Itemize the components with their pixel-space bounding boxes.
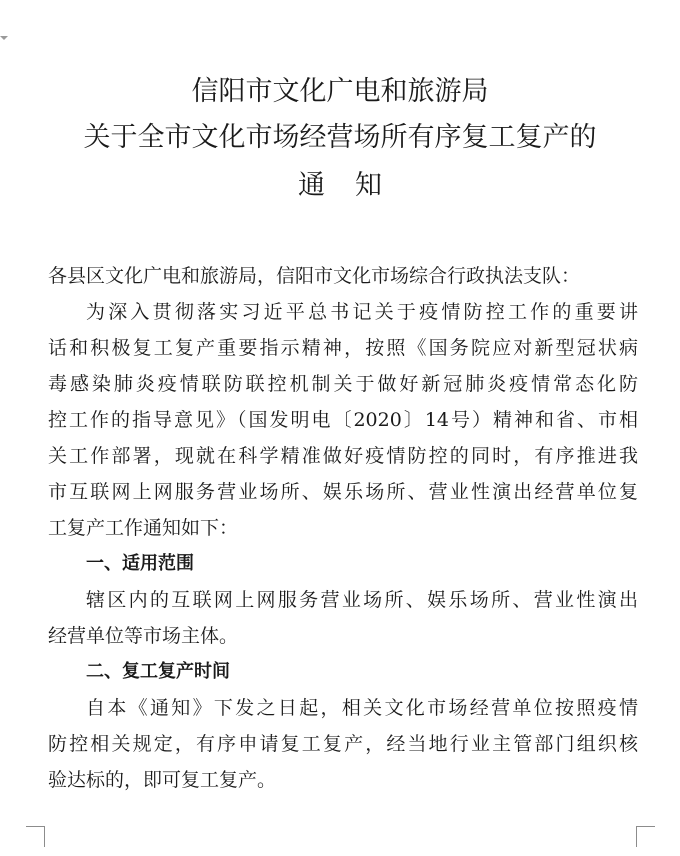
section-2-line: 防控相关规定，有序申请复工复产，经当地行业主管部门组织核 xyxy=(48,733,638,755)
section-2-heading: 二、复工复产时间 xyxy=(86,661,230,682)
intro-line: 控工作的指导意见》（国发明电〔2020〕14号）精神和省、市相 xyxy=(48,409,638,431)
section-1-line: 辖区内的互联网上网服务营业场所、娱乐场所、营业性演出 xyxy=(86,589,638,611)
section-1-heading: 一、适用范围 xyxy=(86,553,194,574)
crop-mark-bottom-left-icon xyxy=(26,826,45,847)
salutation: 各县区文化广电和旅游局，信阳市文化市场综合行政执法支队： xyxy=(48,265,581,287)
intro-line: 市互联网上网服务营业场所、娱乐场所、营业性演出经营单位复 xyxy=(48,481,638,503)
document-body xyxy=(48,258,638,798)
section-2-line: 验达标的，即可复工复产。 xyxy=(48,769,277,791)
intro-line: 话和积极复工复产重要指示精神，按照《国务院应对新型冠状病 xyxy=(48,337,638,359)
section-1-line: 经营单位等市场主体。 xyxy=(48,625,239,647)
section-2-line: 自本《通知》下发之日起，相关文化市场经营单位按照疫情 xyxy=(86,697,638,719)
intro-line: 关工作部署，现就在科学精准做好疫情防控的同时，有序推进我 xyxy=(48,445,638,467)
title-line-3: 通知 xyxy=(298,170,412,201)
intro-line: 毒感染肺炎疫情联防联控机制关于做好新冠肺炎疫情常态化防 xyxy=(48,373,638,395)
crop-mark-bottom-right-icon xyxy=(636,826,655,847)
title-line-2: 关于全市文化市场经营场所有序复工复产的 xyxy=(83,122,597,153)
corner-marker-icon xyxy=(0,36,8,40)
intro-line: 工复产工作通知如下： xyxy=(48,517,239,539)
intro-line: 为深入贯彻落实习近平总书记关于疫情防控工作的重要讲 xyxy=(86,301,638,323)
title-line-1: 信阳市文化广电和旅游局 xyxy=(191,76,489,107)
